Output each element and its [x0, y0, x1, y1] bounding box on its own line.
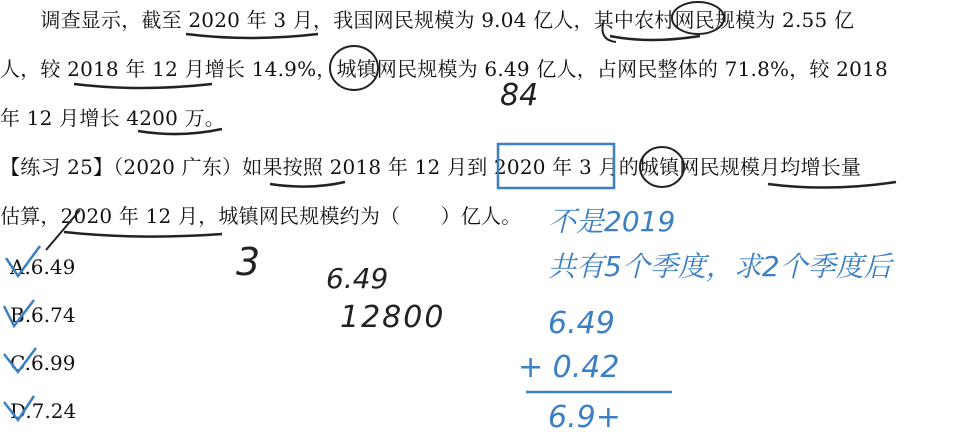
underline-2020-march	[186, 34, 318, 38]
underline-2018-dec	[74, 84, 212, 88]
underline-monthly-growth	[768, 182, 896, 188]
option-c[interactable]: C.6.99	[10, 351, 76, 375]
underline-rural	[610, 36, 700, 40]
handwritten-note-not-2019: 不是2019	[548, 205, 676, 238]
handwritten-84: 84	[500, 78, 539, 113]
handwritten-calc-result: 6.9+	[548, 400, 621, 435]
question-line-1: 【练习 25】（2020 广东）如果按照 2018 年 12 月到 2020 年 3 月的城镇网民规模月均增长量	[0, 155, 862, 179]
handwritten-12800: 12800	[340, 300, 446, 335]
underline-according	[270, 182, 345, 187]
question-line-2: 估算，2020 年 12 月，城镇网民规模约为（ ）亿人。	[0, 204, 522, 228]
handwritten-3: 3	[236, 240, 261, 284]
passage-line-1: 调查显示，截至 2020 年 3 月，我国网民规模为 9.04 亿人，其中农村网民规模为 2.55 亿	[0, 8, 855, 32]
passage-line-3: 年 12 月增长 4200 万。	[0, 106, 225, 130]
passage-line-2: 人，较 2018 年 12 月增长 14.9%，城镇网民规模为 6.49 亿人，占网民整体的 71.8%，较 2018	[0, 57, 888, 81]
handwritten-calc-plus-0-42: + 0.42	[518, 350, 620, 385]
handwritten-6-49: 6.49	[326, 262, 389, 295]
handwritten-calc-6-49: 6.49	[548, 306, 615, 341]
underline-2020-dec	[64, 232, 222, 237]
handwritten-note-quarters: 共有5个季度，求2个季度后	[548, 250, 892, 283]
option-b[interactable]: B.6.74	[10, 303, 76, 327]
option-d[interactable]: D.7.24	[10, 399, 77, 423]
option-a[interactable]: A.6.49	[10, 255, 76, 279]
